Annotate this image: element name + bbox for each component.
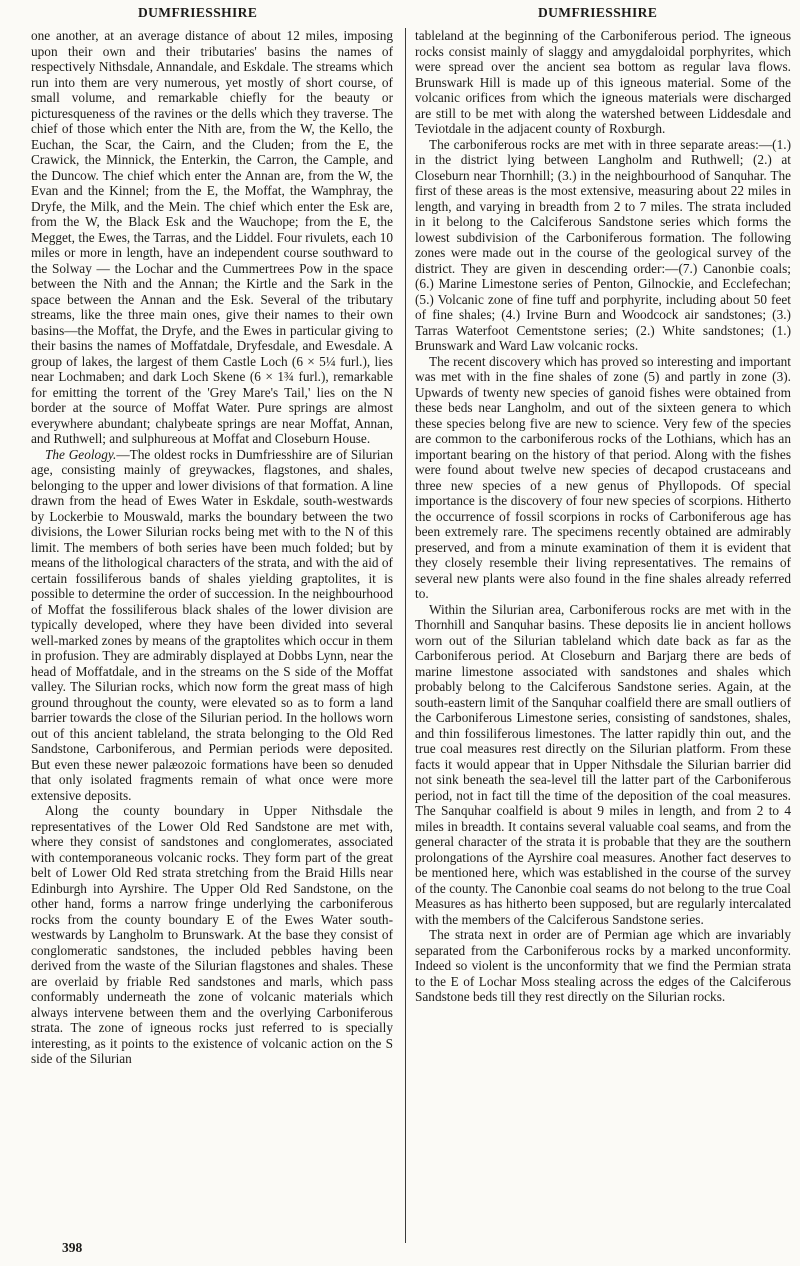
left-column: [31, 28, 393, 1253]
running-header: [0, 5, 800, 25]
right-paragraph-2: The carboniferous rocks are met with in three separate areas:—(1.) in the district lying between Langholm and Ruthwell; (2.) at Closeburn near Thornhill; (3.) in the neighbourhood of Sanquhar. The first of these areas is the most extensive, measuring about 22 miles in length, and varying in breadth from 2 to 7 miles. The strata included in it belong to the Calciferous Sandstone series which forms the lowest subdivision of the Carboniferous formation. The following zones were made out in the course of the geological survey of the district. They are given in descending order:—(7.) Canonbie coals; (6.) Marine Limestone series of Penton, Gilnockie, and Ecclefechan; (5.) Volcanic zone of fine tuff and porphyrite, including about 50 feet of fine shales; (4.) Irvine Burn and Woodcock air sandstones; (3.) Tarras Waterfoot Cementstone series; (2.) White sandstones; (1.) Brunswark and Ward Law volcanic rocks.: [415, 136, 791, 353]
right-paragraph-4: Within the Silurian area, Carboniferous rocks are met with in the Thornhill and Sanquhar basins. These deposits lie in ancient hollows worn out of the Silurian tableland which date back as far as the Carboniferous period. At Closeburn and Barjarg there are beds of marine limestone associated with sandstones and shales which probably belong to the Calciferous Sandstone series. Again, at the south-eastern limit of the Sanquhar coalfield there are small outliers of the Carboniferous Limestone series, consisting of sandstones, shales, and thin fossiliferous limestones. The latter rapidly thin out, and the true coal measures rest directly on the Silurian platform. From these facts it would appear that in Upper Nithsdale the Silurian barrier did not sink beneath the sea-level till the latter part of the Carboniferous period, not in fact till the time of the deposition of the coal measures. The Sanquhar coalfield is about 9 miles in length, and from 2 to 4 miles in breadth. It contains several valuable coal seams, and from the general character of the strata it is probable that they are the southern prolongations of the Ayrshire coal measures. Another fact deserves to be mentioned here, which was established in the course of the survey of the county. The Canonbie coal seams do not belong to the true Coal Measures as has hitherto been supposed, but are regularly intercalated with the members of the Calciferous Sandstone series.: [415, 601, 791, 927]
column-divider: [405, 28, 406, 1243]
right-paragraph-5: The strata next in order are of Permian age which are invariably separated from the Carboniferous rocks by a marked unconformity. Indeed so violent is the unconformity that we find the Permian strata to the E of Lochar Moss stealing across the edges of the Calciferous Sandstone beds till they rest directly on the Silurian rocks.: [415, 927, 791, 1004]
right-column: [415, 28, 791, 1253]
right-running-title: DUMFRIESSHIRE: [538, 5, 658, 20]
page-number: 398: [62, 1240, 83, 1255]
geology-heading: The Geology.: [45, 446, 117, 462]
left-paragraph-1: one another, at an average distance of about 12 miles, imposing upon their own and their tributaries' basins the names of respectively Nithsdale, Annandale, and Eskdale. The streams which run into them are very numerous, yet mostly of short course, of small volume, and remarkable chiefly for the beauty or picturesqueness of the ravines or the dells which they traverse. The chief of those which enter the Nith are, from the W, the Kello, the Euchan, the Scar, the Cairn, and the Cluden; from the E, the Crawick, the Minnick, the Enterkin, the Carron, the Cample, and the Duncow. The chief which enter the Annan are, from the W, the Evan and the Kinnel; from the E, the Moffat, the Wamphray, the Dryfe, the Milk, and the Mein. The chief which enter the Esk are, from the W, the Black Esk and the Wauchope; from the E, the Megget, the Ewes, the Tarras, and the Liddel. Four rivulets, each 10 miles or more in length, have an independent course southward to the Solway — the Lochar and the Cummertrees Pow in the space between the Nith and the Annan; the Kirtle and the Sark in the space between the Annan and the Esk. Several of the tributary streams, like the three main ones, give their names to their own basins—the Moffat, the Dryfe, and the Ewes in particular giving to their basins the names of Moffatdale, Dryfesdale, and Ewesdale. A group of lakes, the largest of them Castle Loch (6 × 5¼ furl.), lies near Lochmaben; and dark Loch Skene (6 × 1¾ furl.), remarkable for emitting the torrent of the 'Grey Mare's Tail,' lies on the N border at the source of Moffat Water. Pure springs are almost everywhere abundant; chalybeate springs are near Moffat, Annan, and Ruthwell; and sulphureous at Moffat and Closeburn House.: [31, 28, 393, 446]
left-running-title: DUMFRIESSHIRE: [138, 5, 258, 20]
right-paragraph-1: tableland at the beginning of the Carboniferous period. The igneous rocks consist mainly of slaggy and amygdaloidal porphyrites, which were spread over the ancient sea bottom as regular lava flows. Brunswark Hill is made up of this igneous material. Some of the volcanic orifices from which the igneous materials were discharged are still to be met with along the watershed between Liddesdale and Teviotdale in the adjacent county of Roxburgh.: [415, 28, 791, 136]
right-paragraph-3: The recent discovery which has proved so interesting and important was met with in the fine shales of zone (5) and partly in zone (3). Upwards of twenty new species of ganoid fishes were obtained from these beds near Langholm, and out of the sixteen genera to which these species belong five are new to science. Very few of the species are common to the carboniferous rocks of the Lothians, which has an important bearing on the history of that period. Along with the fishes were found about twelve new species of decapod crustaceans and three new species of a new genus of Phyllopods. Of special importance is the discovery of four new species of scorpions. Hitherto the occurrence of fossil scorpions in rocks of Carboniferous age has been extremely rare. The specimens recently obtained are admirably preserved, and from a minute examination of them it is evident that they closely resemble their living representatives. The remains of several new plants were also found in the fine shales already referred to.: [415, 353, 791, 601]
left-paragraph-geology: [31, 447, 393, 804]
geology-text: —The oldest rocks in Dumfriesshire are of Silurian age, consisting mainly of greywackes, flagstones, and shales, belonging to the upper and lower divisions of that formation. A line drawn from the head of Ewes Water in Eskdale, south-westwards by Lockerbie to Mouswald, marks the boundary between the two divisions, the Lower Silurian rocks being met with to the N of this limit. The members of both series have been much folded; but by means of the lithological characters of the strata, and with the aid of certain fossiliferous bands of shales yielding graptolites, it is possible to determine the order of succession. In the neighbourhood of Moffat the fossiliferous black shales of the lower division are typically developed, where they have been divided into several well-marked zones by means of the graptolites which occur in them in profusion. They are admirably displayed at Dobbs Lynn, near the head of Moffatdale, and in the streams on the S side of the Moffat valley. The Silurian rocks, which now form the great mass of high ground throughout the county, were elevated so as to form a land barrier towards the close of the Silurian period. In the hollows worn out of this ancient tableland, the strata belonging to the Old Red Sandstone, Carboniferous, and Permian periods were deposited. But even these newer palæozoic formations have been so denuded that only isolated fragments remain of what once were more extensive deposits.: [31, 446, 393, 803]
left-paragraph-3: Along the county boundary in Upper Nithsdale the representatives of the Lower Old Red Sandstone are met with, where they consist of sandstones and conglomerates, associated with contemporaneous volcanic rocks. They form part of the great belt of Lower Old Red strata stretching from the Braid Hills near Edinburgh into Ayrshire. The Upper Old Red Sandstone, on the other hand, forms a narrow fringe underlying the carboniferous rocks from the county boundary E of the Ewes Water south-westwards by Langholm to Brunswark. At the base they consist of conglomeratic sandstones, the included pebbles having been derived from the waste of the Silurian flagstones and shales. These are overlaid by friable Red sandstones and marls, which pass conformably underneath the zone of volcanic materials which always intervene between them and the overlying Carboniferous strata. The zone of igneous rocks just referred to is specially interesting, as it points to the existence of volcanic action on the S side of the Silurian: [31, 803, 393, 1066]
